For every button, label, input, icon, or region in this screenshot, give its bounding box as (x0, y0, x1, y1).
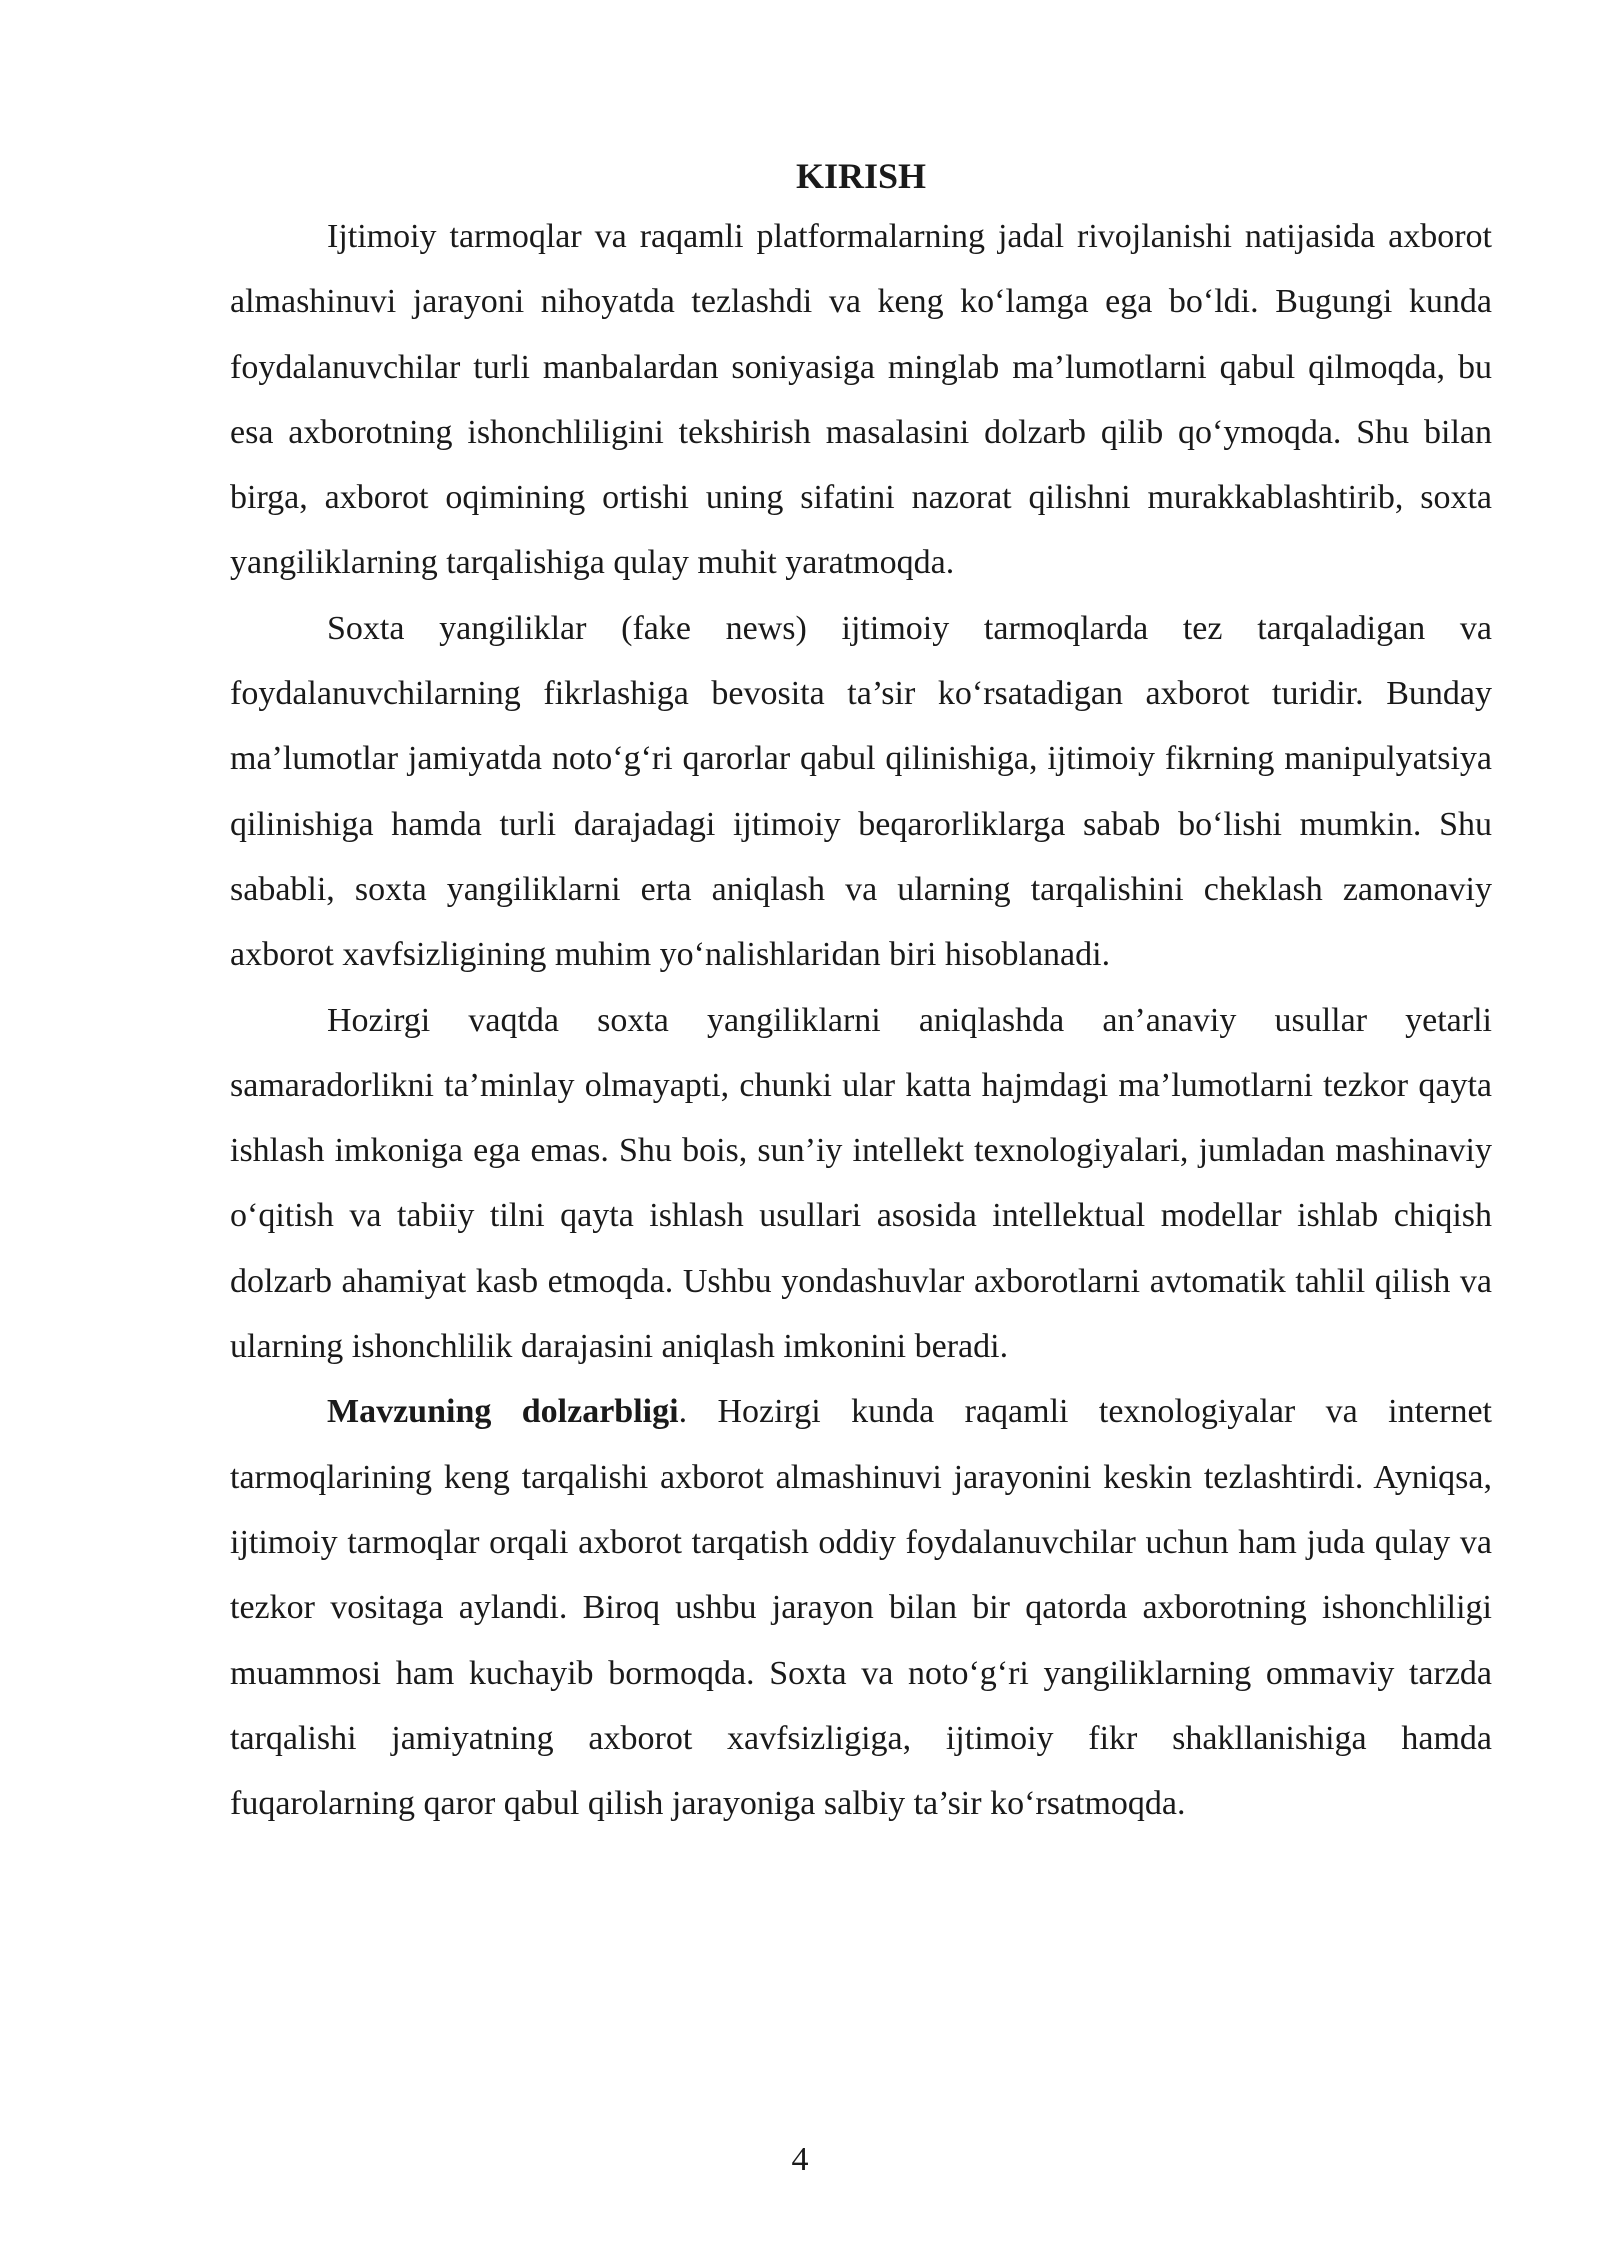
paragraph-4 (230, 1379, 1492, 1836)
paragraph-4-lead: Mavzuning dolzarbligi (327, 1393, 679, 1431)
paragraph-1 (230, 204, 1492, 596)
paragraph-4-text: . Hozirgi kunda raqamli texnologiyalar va internet tarmoqlarining keng tarqalishi axborot almashinuvi jarayonini keskin tezlashtirdi. Ayniqsa, ijtimoiy tarmoqlar orqali axborot tarqatish oddiy foydalanuvchilar uchun ham juda qulay va tezkor vositaga aylandi. Biroq ushbu jarayon bilan bir qatorda axborotning ishonchliligi muammosi ham kuchayib bormoqda. Soxta va noto‘g‘ri yangiliklarning ommaviy tarzda tarqalishi jamiyatning axborot xavfsizligiga, ijtimoiy fikr shakllanishiga hamda fuqarolarning qaror qabul qilish jarayoniga salbiy ta’sir ko‘rsatmoqda. (230, 1393, 1493, 1823)
paragraph-1-text: Ijtimoiy tarmoqlar va raqamli platformalarning jadal rivojlanishi natijasida axborot almashinuvi jarayoni nihoyatda tezlashdi va keng ko‘lamga ega bo‘ldi. Bugungi kunda foydalanuvchilar turli manbalardan soniyasiga minglab ma’lumotlarni qabul qilmoqda, bu esa axborotning ishonchliligini tekshirish masalasini dolzarb qilib qo‘ymoqda. Shu bilan birga, axborot oqimining ortishi uning sifatini nazorat qilishni murakkablashtirib, soxta yangiliklarning tarqalishiga qulay muhit yaratmoqda. (230, 218, 1492, 582)
paragraph-3 (230, 988, 1492, 1380)
paragraph-3-text: Hozirgi vaqtda soxta yangiliklarni aniqlashda an’anaviy usullar yetarli samaradorlikni ta’minlay olmayapti, chunki ular katta hajmdagi ma’lumotlarni tezkor qayta ishlash imkoniga ega emas. Shu bois, sun’iy intellekt texnologiyalari, jumladan mashinaviy o‘qitish va tabiiy tilni qayta ishlash usullari asosida intellektual modellar ishlab chiqish dolzarb ahamiyat kasb etmoqda. Ushbu yondashuvlar axborotlarni avtomatik tahlil qilish va ularning ishonchlilik darajasini aniqlash imkonini beradi. (230, 1001, 1492, 1366)
section-heading: KIRISH (795, 156, 927, 196)
page-number: 4 (791, 2141, 809, 2178)
document-page (230, 148, 1492, 1836)
paragraph-2 (230, 596, 1492, 988)
paragraph-2-text: Soxta yangiliklar (fake news) ijtimoiy tarmoqlarda tez tarqaladigan va foydalanuvchilarning fikrlashiga bevosita ta’sir ko‘rsatadigan axborot turidir. Bunday ma’lumotlar jamiyatda noto‘g‘ri qarorlar qabul qilinishiga, ijtimoiy fikrning manipulyatsiya qilinishiga hamda turli darajadagi ijtimoiy beqarorliklarga sabab bo‘lishi mumkin. Shu sababli, soxta yangiliklarni erta aniqlash va ularning tarqalishini cheklash zamonaviy axborot xavfsizligining muhim yo‘nalishlaridan biri hisoblanadi. (230, 609, 1492, 974)
